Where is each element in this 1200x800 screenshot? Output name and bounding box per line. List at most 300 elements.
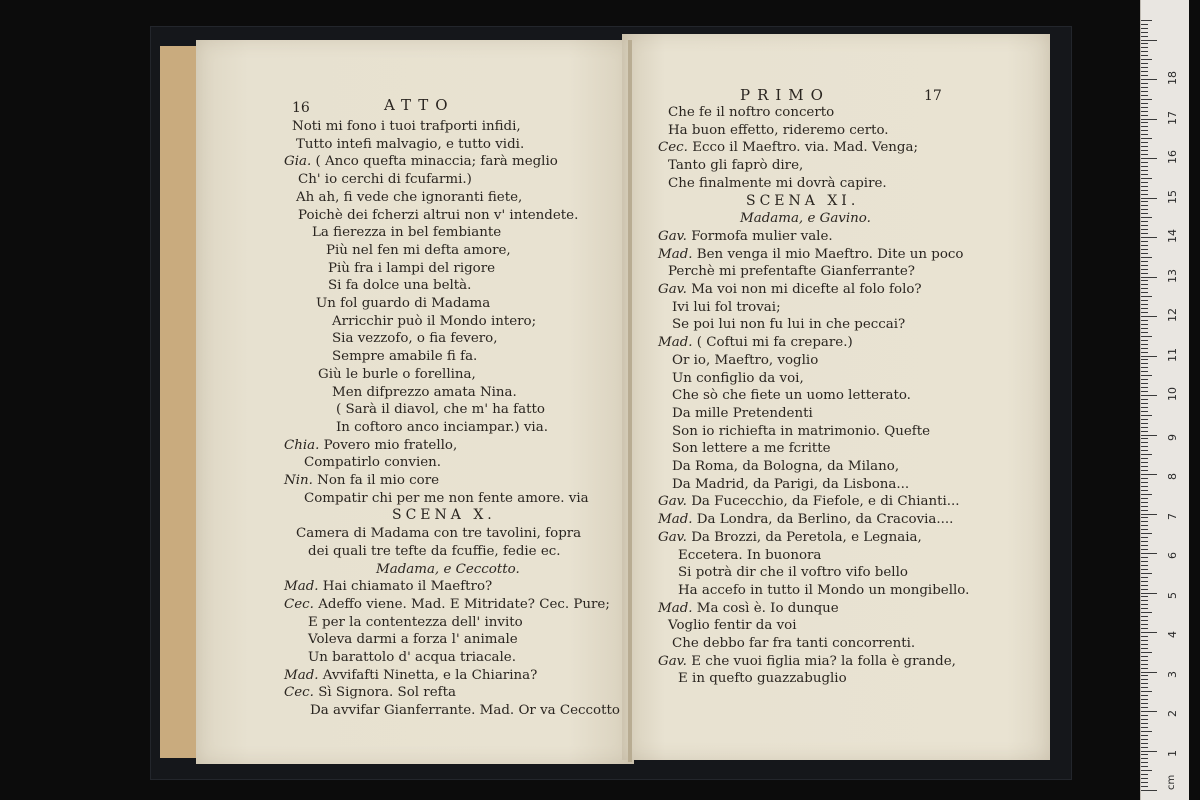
speaker-label: Cec. [284,596,314,612]
ruler-tick [1141,593,1157,594]
text-line [312,224,501,241]
text-line [678,564,908,581]
ruler-tick [1141,79,1157,80]
text-line [292,118,521,135]
ruler-tick [1141,450,1148,451]
ruler-tick [1141,541,1148,542]
ruler-tick [1141,525,1148,526]
ruler-tick [1141,672,1157,673]
line-text: SCENA XI. [746,192,860,209]
ruler-tick [1141,107,1148,108]
ruler-tick [1141,292,1148,293]
ruler-tick [1141,67,1148,68]
line-text: Ma voi non mi dicefte al folo folo? [691,282,922,297]
ruler-tick [1141,40,1157,41]
ruler-tick [1141,711,1157,712]
text-line [284,578,492,595]
ruler-tick [1141,277,1157,278]
text-line [658,653,956,670]
text-line [672,440,831,457]
right-page [622,34,1050,760]
line-text: Men difprezzo amata Nina. [332,384,517,400]
text-line [392,507,496,524]
ruler-tick [1141,150,1148,151]
ruler-tick [1141,770,1152,771]
ruler-tick [1141,265,1148,266]
ruler-tick [1141,213,1148,214]
line-text: Più nel fen mi defta amore, [326,242,511,258]
ruler-tick [1141,581,1148,582]
ruler-tick [1141,754,1148,755]
ruler-number: 12 [1166,308,1179,322]
ruler-tick [1141,498,1148,499]
ruler-tick [1141,162,1148,163]
line-text: Un configlio da voi, [672,370,804,386]
text-line [332,348,477,365]
ruler-tick [1141,316,1157,317]
ruler-tick [1141,565,1148,566]
ruler-tick [1141,628,1148,629]
ruler-tick [1141,111,1148,112]
ruler-tick [1141,470,1148,471]
line-text: Tanto gli faprò dire, [668,158,804,174]
speaker-label: Mad. [658,600,693,616]
ruler-tick [1141,707,1148,708]
line-text: Da Roma, da Bologna, da Milano, [672,459,900,474]
line-text: Ecco il Maeftro. via. Mad. Venga; [692,140,918,156]
ruler-number: 18 [1166,71,1179,85]
ruler-tick [1141,656,1148,657]
text-line [658,139,918,156]
text-line [672,299,781,316]
ruler-number: 3 [1166,670,1179,678]
line-text: Or io, Maeftro, voglio [672,352,819,368]
ruler-tick [1141,569,1148,570]
ruler-tick [1141,32,1148,33]
ruler-tick [1141,324,1148,325]
ruler-tick [1141,348,1148,349]
text-line [672,635,915,652]
line-text: Da Londra, da Berlino, da Cracovia.... [696,512,954,528]
ruler-tick [1141,636,1148,637]
ruler-tick [1141,280,1148,281]
line-text: Ma così è. Io dunque [696,600,839,616]
ruler-tick [1141,178,1152,179]
line-text: Madama, e Gavino. [740,211,871,227]
ruler-tick [1141,648,1148,649]
page-number-right: 17 [924,88,942,104]
ruler-tick [1141,743,1148,744]
ruler-tick [1141,296,1152,297]
ruler-tick [1141,683,1148,684]
ruler-tick [1141,122,1148,123]
speaker-label: Cec. [658,140,688,156]
ruler-tick [1141,407,1148,408]
ruler-tick [1141,727,1148,728]
line-text: Voglio fentir da voi [668,618,797,634]
ruler-tick [1141,134,1148,135]
line-text: Più fra i lampi del rigore [328,260,496,276]
text-line [746,193,859,210]
ruler-tick [1141,166,1148,167]
text-line [284,437,457,454]
page-number-left: 16 [292,100,310,116]
line-text: Eccetera. In buonora [678,547,822,563]
ruler-tick [1141,328,1148,329]
text-line [668,104,834,121]
line-text: Che sò che fiete un uomo letterato. [672,388,911,404]
ruler-tick [1141,233,1148,234]
ruler-tick [1141,99,1152,100]
speaker-label: Mad. [658,246,693,262]
ruler-tick [1141,608,1148,609]
speaker-label: Mad. [658,512,693,528]
ruler-tick [1141,59,1152,60]
ruler-tick [1141,284,1148,285]
line-text: Che finalmente mi dovrà capire. [668,175,887,191]
ruler-tick [1141,126,1148,127]
ruler-tick [1141,245,1148,246]
ruler-tick [1141,640,1148,641]
ruler-tick [1141,142,1148,143]
text-line [678,547,821,564]
text-line [308,543,561,560]
line-text: La fierezza in bel fembiante [312,225,502,241]
ruler-tick [1141,517,1148,518]
text-line [284,596,610,613]
ruler-tick [1141,288,1148,289]
ruler-tick [1141,616,1148,617]
ruler-tick [1141,356,1157,357]
speaker-label: Mad. [284,667,319,683]
ruler-tick [1141,415,1152,416]
speaker-label: Gav. [658,228,687,244]
ruler-tick [1141,687,1148,688]
speaker-label: Mad. [658,335,693,351]
text-line [298,171,472,188]
ruler-tick [1141,43,1148,44]
line-text: Si potrà dir che il voftro vifo bello [678,565,908,581]
text-line [296,525,581,542]
ruler-tick [1141,359,1148,360]
ruler-number: 1 [1166,749,1179,757]
ruler-tick [1141,217,1152,218]
ruler-tick [1141,675,1148,676]
ruler-tick [1141,186,1148,187]
ruler-tick [1141,533,1152,534]
ruler-tick [1141,174,1148,175]
text-line [316,295,490,312]
speaker-label: Gia. [284,154,312,170]
ruler-tick [1141,273,1148,274]
ruler-tick [1141,83,1148,84]
text-line [672,370,804,387]
ruler-tick [1141,24,1148,25]
ruler-tick [1141,624,1148,625]
ruler-tick [1141,146,1148,147]
line-text: Ch' io cerchi di fcufarmi.) [298,172,472,188]
text-line [668,157,803,174]
ruler-tick [1141,632,1157,633]
speaker-label: Gav. [658,282,687,297]
ruler-tick [1141,596,1148,597]
ruler-tick [1141,399,1148,400]
line-text: Poichè dei fcherzi altrui non v' intendete. [298,207,579,223]
ruler-tick [1141,411,1148,412]
ruler-tick [1141,490,1148,491]
line-text: Che debbo far fra tanti concorrenti. [672,636,916,651]
line-text: Son lettere a me fcritte [672,441,831,457]
ruler-tick [1141,182,1148,183]
ruler-tick [1141,209,1148,210]
line-text: Ha accefo in tutto il Mondo un mongibello. [678,582,970,598]
text-line [658,511,953,528]
line-text: Perchè mi prefentafte Gianferrante? [668,264,915,280]
ruler-tick [1141,482,1148,483]
line-text: Da mille Pretendenti [672,405,813,421]
ruler-tick [1141,312,1148,313]
text-line [672,352,818,369]
ruler-tick [1141,201,1148,202]
text-line [672,387,911,404]
ruler-tick [1141,308,1148,309]
ruler-tick [1141,387,1148,388]
ruler-number: 14 [1166,229,1179,243]
ruler-tick [1141,367,1148,368]
line-text: Tutto intefi malvagio, e tutto vidi. [296,136,525,152]
ruler-tick [1141,261,1148,262]
ruler-tick [1141,557,1148,558]
ruler-tick [1141,379,1148,380]
ruler-tick [1141,514,1157,515]
ruler-tick [1141,458,1148,459]
line-text: Ivi lui fol trovai; [672,299,781,315]
ruler-tick [1141,494,1152,495]
ruler-number: 4 [1166,631,1179,638]
ruler-tick [1141,431,1148,432]
line-text: Un barattolo d' acqua triacale. [308,650,516,665]
line-text: Non fa il mio core [317,473,440,488]
line-text: Compatir chi per me non fente amore. via [304,490,589,506]
ruler-tick [1141,774,1148,775]
text-line [284,667,537,684]
text-line [304,454,441,471]
ruler-tick [1141,699,1148,700]
ruler-tick [1141,427,1148,428]
ruler-tick [1141,486,1148,487]
text-line [740,210,871,227]
line-text: Da Fucecchio, da Fiefole, e di Chianti... [691,494,960,510]
text-line [658,228,833,245]
line-text: Camera di Madama con tre tavolini, fopra [296,526,582,542]
ruler-tick [1141,510,1148,511]
text-line [328,260,495,277]
ruler-tick [1141,51,1148,52]
measuring-ruler [1140,0,1189,800]
ruler-tick [1141,545,1148,546]
text-line [658,246,963,263]
ruler-tick [1141,561,1148,562]
ruler-tick [1141,529,1148,530]
ruler-tick [1141,20,1152,21]
ruler-tick [1141,419,1148,420]
ruler-tick [1141,75,1148,76]
ruler-tick [1141,715,1148,716]
text-line [308,649,516,666]
ruler-tick [1141,478,1148,479]
line-text: Formofa mulier vale. [691,228,833,244]
text-line [672,458,899,475]
ruler-tick [1141,371,1148,372]
ruler-tick [1141,190,1148,191]
ruler-tick [1141,28,1148,29]
left-page [196,40,634,764]
line-text: Si fa dolce una beltà. [328,278,472,294]
line-text: Adeffo viene. Mad. E Mitridate? Cec. Pure; [318,596,610,612]
ruler-tick [1141,644,1148,645]
ruler-tick [1141,751,1157,752]
speaker-label: Chia. [284,437,320,453]
text-line [332,384,517,401]
ruler-tick [1141,423,1148,424]
ruler-tick [1141,403,1148,404]
ruler-tick [1141,241,1148,242]
ruler-tick [1141,664,1148,665]
line-text: Noti mi fono i tuoi trafporti infidi, [292,119,521,134]
ruler-tick [1141,154,1148,155]
running-head-right: PRIMO [740,86,830,104]
text-line [658,529,922,546]
ruler-tick [1141,435,1157,436]
text-line [284,153,558,170]
ruler-tick [1141,340,1148,341]
ruler-tick [1141,47,1148,48]
line-text: Voleva darmi a forza l' animale [308,632,518,648]
text-line [658,281,922,298]
ruler-tick [1141,332,1148,333]
ruler-number: 13 [1166,268,1179,283]
ruler-tick [1141,668,1148,669]
speaker-label: Mad. [284,579,319,595]
text-line [318,366,476,383]
ruler-number: 2 [1166,710,1179,717]
ruler-tick [1141,253,1148,254]
ruler-tick [1141,589,1148,590]
speaker-label: Gav. [658,494,687,510]
line-text: Sempre amabile fi fa. [332,349,478,365]
text-line [672,476,909,493]
text-line [678,670,847,687]
ruler-number: 10 [1166,387,1179,401]
ruler-tick [1141,506,1148,507]
line-text: ( Anco quefta minaccia; farà meglio [315,154,558,170]
text-line [658,334,853,351]
ruler-tick [1141,604,1148,605]
line-text: In coftoro anco inciampar.) via. [336,419,548,435]
line-text: ( Coftui mi fa crepare.) [696,335,853,351]
ruler-tick [1141,383,1148,384]
text-line [326,242,511,259]
ruler-tick [1141,553,1157,554]
ruler-tick [1141,158,1157,159]
ruler-tick [1141,703,1148,704]
line-text: Sia vezzofo, o fia fevero, [332,331,498,347]
text-line [672,316,905,333]
text-line [672,423,930,440]
ruler-tick [1141,612,1152,613]
line-text: Giù le burle o forellina, [318,366,476,382]
ruler-tick [1141,55,1148,56]
text-line [308,614,523,631]
ruler-tick [1141,723,1148,724]
ruler-tick [1141,95,1148,96]
ruler-tick [1141,352,1148,353]
ruler-tick [1141,115,1148,116]
ruler-tick [1141,600,1148,601]
text-line [296,189,522,206]
text-line [678,582,969,599]
text-line [376,561,520,578]
ruler-tick [1141,739,1148,740]
ruler-tick [1141,695,1148,696]
ruler-tick [1141,130,1148,131]
text-line [284,472,439,489]
ruler-number: 6 [1166,552,1179,559]
text-line [668,122,889,139]
ruler-tick [1141,257,1152,258]
line-text: Sì Signora. Sol refta [318,685,456,701]
text-line [658,493,960,510]
line-text: Avvifafti Ninetta, e la Chiarina? [322,667,538,683]
ruler-tick [1141,577,1148,578]
ruler-tick [1141,300,1148,301]
ruler-tick [1141,304,1148,305]
ruler-tick [1141,679,1148,680]
ruler-tick [1141,249,1148,250]
speaker-label: Gav. [658,529,687,545]
line-text: E che vuoi figlia mia? la folla è grande, [691,653,956,669]
ruler-tick [1141,660,1148,661]
ruler-tick [1141,466,1148,467]
ruler-number: 5 [1166,591,1179,599]
ruler-tick [1141,320,1148,321]
speaker-label: Cec. [284,685,314,701]
line-text: Che fe il noftro concerto [668,105,835,120]
text-line [668,263,915,280]
ruler-tick [1141,454,1152,455]
line-text: dei quali tre tefte da fcuffie, fedie ec. [308,543,561,559]
ruler-tick [1141,762,1148,763]
ruler-tick [1141,652,1152,653]
ruler-tick [1141,344,1148,345]
line-text: E per la contentezza dell' invito [308,614,523,630]
line-text: Un fol guardo di Madama [316,296,491,311]
line-text: Son io richiefta in matrimonio. Quefte [672,423,931,439]
text-line [296,136,524,153]
line-text: Ah ah, fi vede che ignoranti fiete, [296,189,523,205]
ruler-number: 8 [1166,473,1179,480]
text-line [298,207,578,224]
text-line [328,277,471,294]
text-line [668,175,887,192]
ruler-tick [1141,731,1152,732]
ruler-tick [1141,269,1148,270]
ruler-tick [1141,395,1157,396]
ruler-tick [1141,438,1148,439]
ruler-number: 15 [1166,189,1179,204]
ruler-tick [1141,442,1148,443]
ruler-tick [1141,225,1148,226]
